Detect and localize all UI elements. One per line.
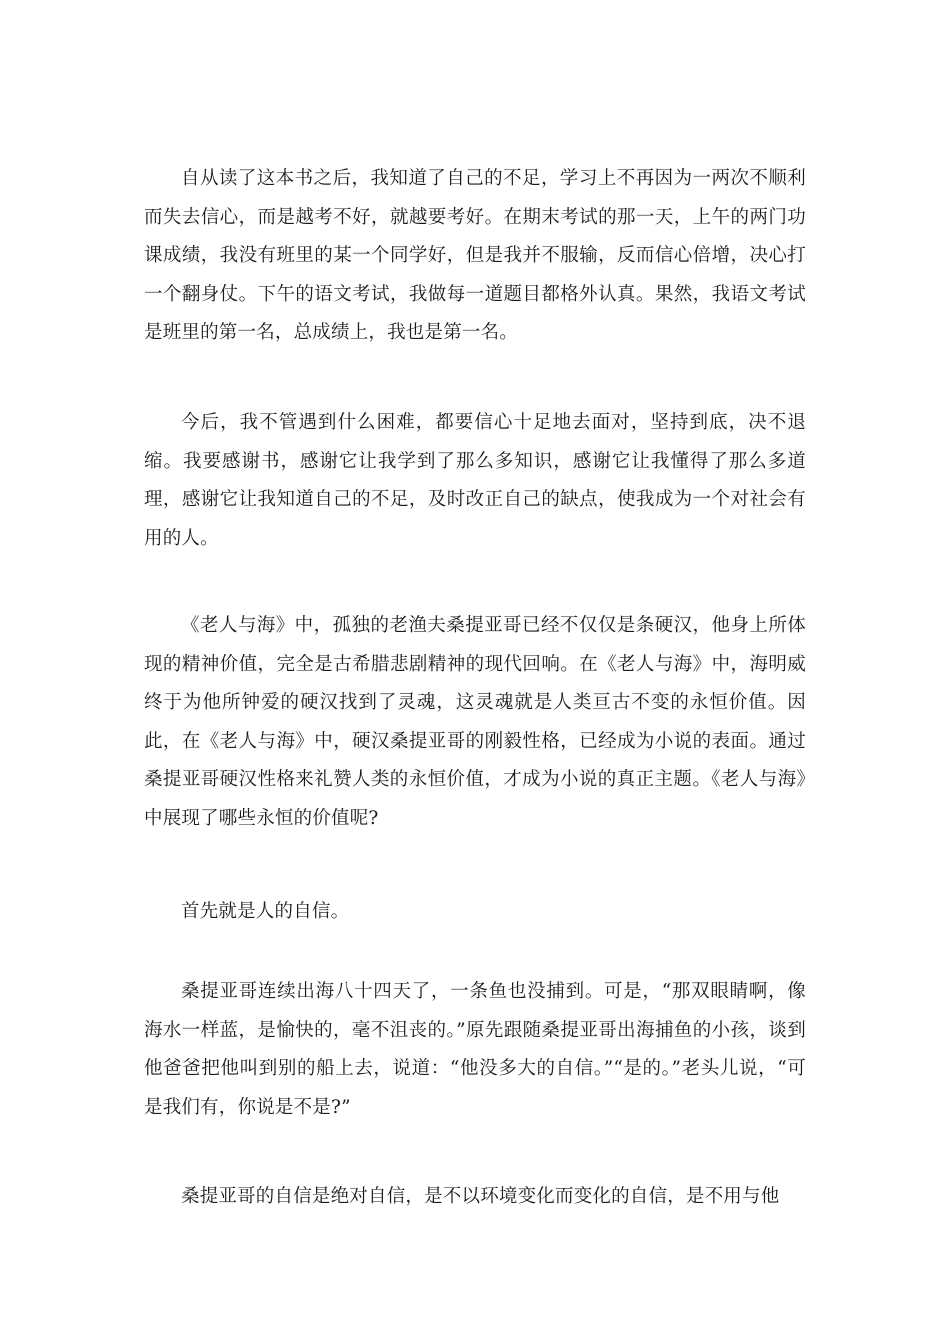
- paragraph-6: 桑提亚哥的自信是绝对自信，是不以环境变化而变化的自信，是不用与他: [181, 1186, 780, 1207]
- paragraph-5: 桑提亚哥连续出海八十四天了，一条鱼也没捕到。可是，“那双眼睛啊，像海水一样蓝，是愉快的，毫不沮丧的。”原先跟随桑提亚哥出海捕鱼的小孩，谈到他爸爸把他叫到别的船上去，说道：“他没多大的自信。”“是的。”老头儿说，“可是我们有，你说是不是?”: [144, 981, 806, 1118]
- paragraph-3: 《老人与海》中，孤独的老渔夫桑提亚哥已经不仅仅是条硬汉，他身上所体现的精神价值，完全是古希腊悲剧精神的现代回响。在《老人与海》中，海明威终于为他所钟爱的硬汉找到了灵魂，这灵魂就是人类亘古不变的永恒价值。因此，在《老人与海》中，硬汉桑提亚哥的刚毅性格，已经成为小说的表面。通过桑提亚哥硬汉性格来礼赞人类的永恒价值，才成为小说的真正主题。《老人与海》中展现了哪些永恒的价值呢?: [144, 615, 806, 829]
- paragraph-1: 自从读了这本书之后，我知道了自己的不足，学习上不再因为一两次不顺利而失去信心，而是越考不好，就越要考好。在期末考试的那一天，上午的两门功课成绩，我没有班里的某一个同学好，但是我并不服输，反而信心倍增，决心打一个翻身仗。下午的语文考试，我做每一道题目都格外认真。果然，我语文考试是班里的第一名，总成绩上，我也是第一名。: [144, 168, 806, 343]
- paragraph-2: 今后，我不管遇到什么困难，都要信心十足地去面对，坚持到底，决不退缩。我要感谢书，感谢它让我学到了那么多知识，感谢它让我懂得了那么多道理，感谢它让我知道自己的不足，及时改正自己的缺点，使我成为一个对社会有用的人。: [144, 412, 806, 549]
- paragraph-4: 首先就是人的自信。: [181, 901, 350, 922]
